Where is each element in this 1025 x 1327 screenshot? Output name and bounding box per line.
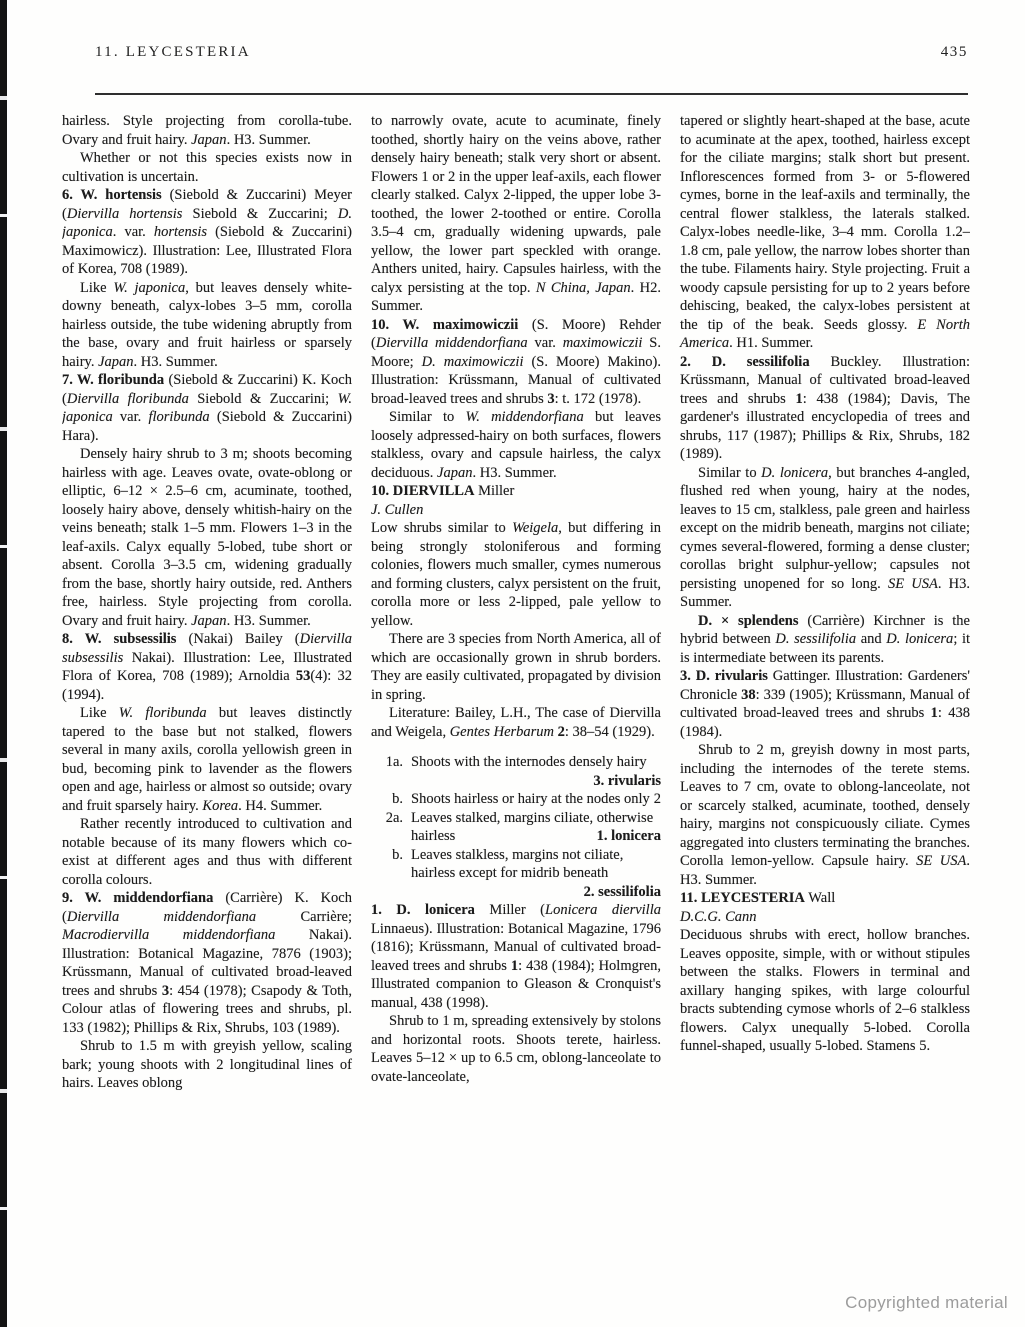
italic-text: D. japonica	[62, 205, 352, 240]
text: var.	[527, 335, 563, 351]
bold-text: 9. W. middendorfiana	[62, 890, 214, 906]
paragraph	[680, 926, 970, 1056]
italic-text: floribunda	[148, 409, 210, 425]
key-label: b.	[392, 791, 403, 807]
text: Siebold & Zuccarini;	[188, 390, 338, 407]
text: Rather recently introduced to cultivation and notable because of its many flowers which co-exist at different ages and thus with different corolla colours.	[62, 816, 352, 888]
text: . var.	[112, 224, 154, 240]
text: There are 3 species from North America, all of which are occasionally grown in shrub borders. They are easily cultivated, propagated by division in spring.	[371, 631, 661, 703]
paragraph	[371, 1012, 661, 1086]
italic-text: D. sessilifolia	[775, 631, 857, 647]
running-header: 11. LEYCESTERIA	[95, 44, 251, 60]
column-3	[680, 112, 970, 1304]
text: Miller	[474, 483, 515, 499]
italic-text: D. lonicera	[761, 464, 829, 481]
italic-text: Diervilla subsessilis	[62, 631, 352, 666]
italic-text: Diervilla floribunda	[66, 390, 189, 407]
italic-text: SE USA	[916, 853, 967, 869]
text: (Siebold & Zuccarini) Maximowicz). Illustration: Lee, Illustrated Flora of Korea, 708 (1989).	[62, 224, 352, 277]
italic-text: W. japonica	[113, 279, 186, 296]
paragraph	[62, 889, 352, 1037]
text: but leaves loosely adpressed-hairy on both surfaces, flowers stalkless, ovary and capsule hairless, the calyx deciduous.	[371, 409, 661, 481]
paragraph	[371, 316, 661, 409]
text: S. Moore;	[371, 335, 661, 370]
bold-text: 8. W. subsessilis	[62, 631, 177, 647]
text: Miller (	[474, 902, 545, 918]
paragraph	[62, 112, 352, 149]
text: Nakai). Illustration: Lee, Illustrated Flora of Korea, 708 (1989); Arnoldia	[62, 649, 352, 684]
bold-text: D. × splendens	[698, 612, 799, 629]
text: Like	[80, 705, 119, 721]
text: . H3. Summer.	[680, 853, 970, 888]
paragraph	[62, 630, 352, 704]
text: Wall	[804, 890, 836, 906]
bold-text: 3	[547, 390, 555, 407]
paragraph	[680, 464, 970, 612]
text: Similar to	[389, 409, 466, 425]
text: . H4. Summer.	[238, 797, 323, 814]
text: hairless. Style projecting from corolla-tube. Ovary and fruit hairy.	[62, 113, 352, 148]
italic-text: D. lonicera	[886, 631, 954, 647]
paragraph	[62, 815, 352, 889]
key-label: 2a.	[385, 809, 403, 826]
text: Whether or not this species exists now in cultivation is uncertain.	[62, 150, 352, 185]
paragraph	[62, 704, 352, 815]
bold-text: 2	[557, 723, 565, 740]
italic-text: Diervilla hortensis	[66, 205, 183, 222]
italic-text: Diervilla middendorfiana	[375, 335, 528, 351]
paragraph	[371, 519, 661, 630]
text: : 454 (1978); Csapody & Toth, Colour atlas of flowering trees and shrubs, pl. 133 (1982); Phillips & Rix, Shrubs, 103 (1989).	[62, 982, 353, 1036]
page-header	[95, 44, 968, 61]
paragraph	[680, 908, 970, 927]
paragraph	[680, 741, 970, 889]
key-item	[371, 809, 661, 846]
paragraph	[62, 149, 352, 186]
bold-text: 10. W. maximowiczii	[371, 316, 519, 333]
text: . H1. Summer.	[729, 335, 814, 351]
paragraph	[62, 1037, 352, 1093]
text: Carrière;	[256, 908, 352, 925]
text: . H2. Summer.	[371, 279, 661, 314]
column-2	[371, 112, 661, 1304]
text: Shrub to 1.5 m with greyish yellow, scaling bark; young shoots with 2 longitudinal lines of hairs. Leaves oblong	[62, 1038, 352, 1091]
text: (Siebold & Zuccarini) Meyer (	[62, 187, 352, 222]
bold-text: 7. W. floribunda	[62, 372, 165, 388]
bold-text: 1. D. lonicera	[371, 902, 475, 918]
text: (S. Moore) Rehder (	[371, 316, 661, 351]
key-item	[371, 790, 661, 809]
bold-text: 1	[930, 705, 938, 721]
text: . H3. Summer.	[226, 612, 311, 629]
bold-text: 6. W. hortensis	[62, 187, 162, 203]
paragraph	[62, 445, 352, 630]
key-text: Leaves stalkless, margins not ciliate, hairless except for midrib beneath	[411, 846, 624, 881]
italic-text: Korea	[202, 797, 239, 814]
text: : 438 (1984).	[680, 705, 970, 740]
italic-text: N China, Japan	[535, 279, 631, 296]
italic-text: maximowiczii	[562, 335, 643, 351]
bold-text: 1	[795, 390, 803, 407]
text: Shrub to 2 m, greyish downy in most parts, including the internodes of the terete stems. Leaves to 7 cm, ovate to oblong-lanceolate, not or scarcely stalked, acuminate, toothed, densely hairy, margins not conspicuously ciliate. Cymes aggregated into clusters terminating the branches. Corolla lemon-yellow. Capsule hairy.	[680, 742, 970, 869]
text: tapered or slightly heart-shaped at the base, acute to acuminate at the apex, toothed, hairless except for the ciliate margins; stalk short but present. Inflorescences formed from 3- or 5-flowered cymes, borne in the leaf-axils and terminally, the central flower stalkless, the laterals stalked. Calyx-lobes needle-like, 3–4 mm. Corolla 1.2–1.8 cm, pale yellow, the narrow lobes shorter than the tube. Filaments hairy. Style projecting. Fruit a woody capsule persisting for up to 2 years before dehiscing, beaked, the calyx-lobes persistent at the tip of the beak. Seeds glossy.	[680, 113, 970, 333]
italic-text: Japan	[98, 353, 134, 370]
text: . H3. Summer.	[133, 353, 218, 370]
italic-text: D.C.G. Cann	[680, 908, 757, 925]
italic-text: W. middendorfiana	[465, 409, 584, 425]
italic-text: Japan	[191, 131, 227, 148]
key-text: Shoots hairless or hairy at the nodes only	[411, 791, 650, 807]
text: , but branches 4-angled, flushed red when young, hairy at the nodes, leaves to 15 cm, stalkless, pale green and hairless except on the midrib beneath, margins not ciliate; cymes several-flowered, forming a dense cluster; corollas bright sulphur-yellow; capsules not persisting unopened for so long.	[680, 464, 970, 592]
key-label: 1a.	[385, 754, 403, 770]
bold-text: 3	[161, 982, 170, 999]
key-text: Shoots with the internodes densely hairy	[411, 754, 647, 770]
text: : 438 (1984); Davis, The gardener's illustrated encyclopedia of trees and shrubs, 117 (1987); Phillips & Rix, Shrubs, 182 (1989).	[680, 390, 970, 462]
key-text: Leaves stalked, margins ciliate, otherwise hairless	[411, 809, 654, 844]
identification-key	[371, 753, 661, 901]
italic-text: Macrodiervilla middendorfiana	[62, 927, 276, 943]
text: : 339 (1905); Krüssmann, Manual of cultivated broad-leaved trees and shrubs	[680, 686, 970, 721]
text: (Nakai) Bailey (	[176, 631, 300, 647]
text: Shrub to 1 m, spreading extensively by stolons and horizontal roots. Shoots terete, hairless. Leaves 5–12 × up to 6.5 cm, oblong-lanceolate to ovate-lanceolate,	[371, 1013, 661, 1085]
italic-text: Gentes Herbarum	[449, 723, 555, 740]
text: . H3. Summer.	[472, 464, 557, 481]
paragraph	[680, 889, 970, 908]
text: Linnaeus). Illustration: Botanical Magazine, 1796 (1816); Krüssmann, Manual of cultivated broad-leaved trees and shrubs	[371, 920, 661, 974]
text: (Siebold & Zuccarini) K. Koch (	[62, 372, 352, 407]
text: and	[856, 631, 887, 647]
text: Buckley. Illustration: Krüssmann, Manual of cultivated broad-leaved trees and shrubs	[680, 353, 970, 407]
bold-text: 10. DIERVILLA	[371, 483, 475, 499]
text: Literature: Bailey, L.H., The case of Diervilla and Weigela,	[371, 705, 661, 740]
text: (4): 32 (1994).	[62, 668, 352, 703]
text: ; it is intermediate between its parents.	[680, 631, 970, 666]
text: (Carrière) Kirchner is the hybrid between	[680, 612, 970, 647]
italic-text: W. floribunda	[118, 705, 207, 721]
bold-text: 1	[510, 957, 519, 974]
text: Gattinger. Illustration: Gardeners' Chronicle	[680, 668, 970, 703]
text: : 38–54 (1929).	[564, 723, 655, 740]
text-columns	[62, 112, 970, 1304]
paragraph	[371, 408, 661, 482]
copyright-watermark: Copyrighted material	[845, 1293, 1008, 1312]
text: Siebold & Zuccarini;	[182, 205, 338, 222]
italic-text: Diervilla middendorfiana	[66, 908, 257, 925]
key-item	[371, 846, 661, 902]
text: . H3. Summer.	[226, 131, 311, 148]
paragraph	[62, 371, 352, 445]
italic-text: W. japonica	[62, 390, 352, 425]
bold-text: 38	[741, 686, 756, 703]
italic-text: D. maximowiczii	[421, 353, 524, 370]
bold-text: 53	[295, 668, 311, 684]
paragraph	[371, 112, 661, 316]
scan-edge-strip	[0, 0, 7, 1327]
text: , but differing in being strongly stoloniferous and forming colonies, flowers much smaller, cymes numerous and forming clusters, calyx persistent on the fruit, corolla more or less 2-lipped, pale yellow to yellow.	[371, 520, 661, 629]
column-1	[62, 112, 352, 1304]
text: Densely hairy shrub to 3 m; shoots becoming hairless with age. Leaves ovate, ovate-oblong or elliptic, 6–12 × 2.5–6 cm, acuminate, toothed, loosely hairy above, densely whitish-hairy on the veins beneath; stalk 1–5 mm. Flowers 1–3 in the leaf-axils. Calyx equally 5-lobed, tube short or absent. Corolla 3–3.5 cm, widening gradually from the base, shortly hairy outside, red. Anthers free, hairless. Style projecting from corolla. Ovary and fruit hairy.	[62, 446, 352, 629]
text: , but leaves densely white-downy beneath, calyx-lobes 3–5 mm, corolla hairless outside, the tube widening abruptly from the base, ovary and fruit hairless or sparsely hairy.	[62, 279, 353, 370]
paragraph	[680, 612, 970, 668]
text: Low shrubs similar to	[371, 520, 513, 536]
text: (Carrière) K. Koch (	[62, 890, 352, 925]
italic-text: Weigela	[512, 520, 559, 536]
key-item	[371, 753, 661, 790]
key-label: b.	[392, 846, 403, 863]
bold-text: 11. LEYCESTERIA	[680, 890, 805, 906]
paragraph	[371, 501, 661, 520]
page-number: 435	[940, 44, 968, 60]
text: to narrowly ovate, acute to acuminate, finely toothed, shortly hairy on the veins above, rather densely hairy beneath; stalk very short or absent. Flowers 1 or 2 in the upper leaf-axils, each flower clearly stalked. Calyx 2-lipped, the upper lobe 3-toothed, the lower 2-toothed or entire. Corolla 3.5–4 cm, gradually widening upwards, pale yellow, the lower part speckled with orange. Anthers united, hairy. Capsules hairless, with the calyx persisting at the top.	[371, 113, 661, 296]
paragraph	[680, 353, 970, 464]
text: Nakai). Illustration: Botanical Magazine, 7876 (1903); Krüssmann, Manual of cultivated broad-leaved trees and shrubs	[62, 927, 352, 999]
text: but leaves distinctly tapered to the base but not stalked, flowers several in many axils, corolla yellowish green in bud, becoming pink to lavender as the flowers open and age, hairless or almost so outside; ovary and fruit sparsely hairy.	[62, 705, 353, 814]
italic-text: hortensis	[153, 224, 208, 240]
paragraph	[62, 186, 352, 279]
italic-text: E North America	[680, 316, 970, 351]
italic-text: SE USA	[887, 575, 938, 592]
text: Deciduous shrubs with erect, hollow branches. Leaves opposite, simple, with or without stipules between the stalks. Flowers in terminal and axillary hanging spikes, with large colourful bracts subtending cymose whorls of 2–6 stalkless flowers. Calyx unequally 5-lobed. Corolla funnel-shaped, usually 5-lobed. Stamens 5.	[680, 927, 970, 1054]
italic-text: Lonicera diervilla	[545, 902, 661, 918]
italic-text: J. Cullen	[371, 501, 424, 518]
paragraph	[680, 112, 970, 353]
bold-text: 2. D. sessilifolia	[680, 353, 810, 370]
text: Like	[80, 279, 114, 296]
text: : t. 172 (1978).	[554, 390, 642, 407]
text: var.	[112, 409, 149, 425]
key-result: 2. sessilifolia	[583, 883, 661, 900]
text: (Siebold & Zuccarini) Hara).	[62, 409, 353, 444]
key-result: 3. rivularis	[593, 772, 661, 789]
header-rule	[95, 93, 968, 95]
paragraph	[62, 279, 352, 372]
key-result: 1. lonicera	[596, 828, 661, 844]
paragraph	[371, 901, 661, 1012]
paragraph	[680, 667, 970, 741]
text: (S. Moore) Makino). Illustration: Krüssmann, Manual of cultivated broad-leaved trees and shrubs	[371, 353, 661, 407]
italic-text: Japan	[191, 612, 227, 629]
paragraph	[371, 482, 661, 501]
paragraph	[371, 630, 661, 704]
text: Similar to	[698, 464, 762, 481]
key-result: 2	[653, 791, 661, 807]
paragraph	[371, 704, 661, 741]
text: : 438 (1984); Holmgren, Illustrated companion to Gleason & Cronquist's manual, 438 (1998).	[371, 957, 661, 1011]
bold-text: 3. D. rivularis	[680, 668, 768, 684]
italic-text: Japan	[437, 464, 473, 481]
text: . H3. Summer.	[680, 575, 970, 610]
